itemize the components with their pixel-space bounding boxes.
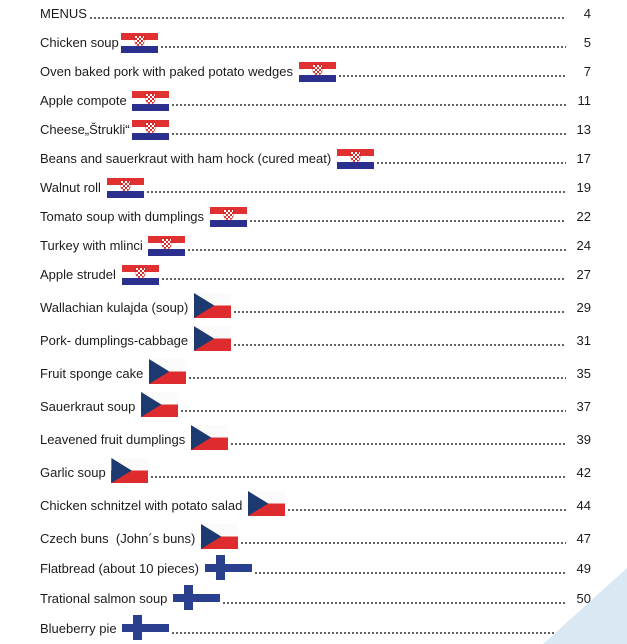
- toc-entry-label: Cheese„Štrukli“: [40, 122, 130, 137]
- dot-leader: [162, 278, 567, 280]
- dot-leader: [172, 632, 566, 634]
- toc-entry-page-number: 49: [576, 561, 591, 576]
- croatia-flag-icon: [107, 179, 144, 196]
- dot-leader: [223, 602, 566, 604]
- croatia-flag-icon: [121, 34, 158, 51]
- toc-entry-label: Leavened fruit dumplings: [40, 432, 189, 447]
- toc-entry[interactable]: [40, 92, 591, 109]
- toc-entry-page-number: 47: [576, 531, 591, 546]
- toc-entry[interactable]: [40, 179, 591, 196]
- toc-entry[interactable]: [40, 34, 591, 51]
- toc-entry-label: Beans and sauerkraut with ham hock (cured meat): [40, 151, 335, 166]
- toc-entry-label: Oven baked pork with paked potato wedges: [40, 64, 297, 79]
- toc-entry-page-number: 35: [576, 366, 591, 381]
- czechia-flag-icon: [111, 464, 148, 481]
- czechia-flag-icon: [191, 431, 228, 448]
- toc-entry-page-number: 4: [583, 6, 591, 21]
- toc-entry-page-number: 17: [576, 151, 591, 166]
- toc-entry[interactable]: [40, 365, 591, 382]
- toc-entry-page-number: 29: [576, 300, 591, 315]
- dot-leader: [189, 377, 566, 379]
- finland-flag-icon: [122, 620, 169, 637]
- toc-entry-page-number: 11: [577, 93, 591, 108]
- toc-entry[interactable]: [40, 237, 591, 254]
- dot-leader: [172, 104, 566, 106]
- toc-entry[interactable]: [40, 299, 591, 316]
- toc-entry[interactable]: [40, 121, 591, 138]
- toc-entry[interactable]: [40, 398, 591, 415]
- toc-entry-page-number: 39: [576, 432, 591, 447]
- toc-entry-page-number: 42: [576, 465, 591, 480]
- czechia-flag-icon: [141, 398, 178, 415]
- dot-leader: [234, 311, 566, 313]
- dot-leader: [90, 17, 566, 19]
- finland-flag-icon: [205, 560, 252, 577]
- toc-entry[interactable]: [40, 5, 591, 22]
- toc-entry-page-number: 27: [576, 267, 591, 282]
- toc-entry-label: Apple compote: [40, 93, 131, 108]
- croatia-flag-icon: [210, 208, 247, 225]
- toc-entry-page-number: 7: [583, 64, 591, 79]
- toc-entry-label: Pork- dumplings-cabbage: [40, 333, 192, 348]
- dot-leader: [288, 509, 566, 511]
- toc-entry[interactable]: [40, 208, 591, 225]
- dot-leader: [188, 249, 566, 251]
- dot-leader: [339, 75, 566, 77]
- croatia-flag-icon: [132, 92, 169, 109]
- czechia-flag-icon: [194, 299, 231, 316]
- dot-leader: [250, 220, 566, 222]
- toc-entry-page-number: 50: [576, 591, 591, 606]
- toc-entry-label: Wallachian kulajda (soup): [40, 300, 192, 315]
- croatia-flag-icon: [122, 266, 159, 283]
- toc-entry-label: Turkey with mlinci: [40, 238, 147, 253]
- toc-entry-page-number: 37: [576, 399, 591, 414]
- dot-leader: [147, 191, 566, 193]
- toc-entry-label: Czech buns (John´s buns): [40, 531, 199, 546]
- dot-leader: [231, 443, 566, 445]
- toc-entry[interactable]: [40, 63, 591, 80]
- toc-entry-label: Garlic soup: [40, 465, 110, 480]
- dot-leader: [161, 46, 566, 48]
- toc-entry-page-number: 5: [583, 35, 591, 50]
- toc-entry-label: Chicken schnitzel with potato salad: [40, 498, 246, 513]
- toc-entry[interactable]: [40, 560, 591, 577]
- croatia-flag-icon: [337, 150, 374, 167]
- dot-leader: [255, 572, 566, 574]
- dot-leader: [241, 542, 566, 544]
- toc-entry[interactable]: [40, 150, 591, 167]
- toc-entry-label: Walnut roll: [40, 180, 105, 195]
- dot-leader: [181, 410, 566, 412]
- toc-entry-page-number: 31: [576, 333, 591, 348]
- czechia-flag-icon: [194, 332, 231, 349]
- toc-entry-label: Apple strudel: [40, 267, 120, 282]
- dot-leader: [151, 476, 566, 478]
- toc-entry[interactable]: [40, 530, 591, 547]
- croatia-flag-icon: [148, 237, 185, 254]
- czechia-flag-icon: [149, 365, 186, 382]
- czechia-flag-icon: [201, 530, 238, 547]
- dot-leader: [234, 344, 566, 346]
- toc-entry-label: Chicken soup: [40, 35, 119, 50]
- toc-entry-page-number: 22: [576, 209, 591, 224]
- toc-entry-label: Flatbread (about 10 pieces): [40, 561, 203, 576]
- toc-entry[interactable]: [40, 332, 591, 349]
- toc-entry-page-number: 24: [576, 238, 591, 253]
- toc-entry[interactable]: [40, 590, 591, 607]
- toc-entry[interactable]: [40, 266, 591, 283]
- toc-entry-label: MENUS: [40, 6, 87, 21]
- toc-entry-page-number: 44: [576, 498, 591, 513]
- toc-entry-label: Trational salmon soup: [40, 591, 172, 606]
- toc-entry[interactable]: [40, 431, 591, 448]
- toc-entry-page-number: 19: [576, 180, 591, 195]
- toc-entry-label: Fruit sponge cake: [40, 366, 147, 381]
- finland-flag-icon: [173, 590, 220, 607]
- dot-leader: [377, 162, 566, 164]
- toc-entry[interactable]: [40, 620, 591, 637]
- toc-entry-label: Blueberry pie: [40, 621, 121, 636]
- toc-entry-page-number: 13: [576, 122, 591, 137]
- toc-entry-label: Sauerkraut soup: [40, 399, 140, 414]
- croatia-flag-icon: [299, 63, 336, 80]
- croatia-flag-icon: [132, 121, 169, 138]
- dot-leader: [172, 133, 566, 135]
- toc-entry[interactable]: [40, 464, 591, 481]
- toc-entry-label: Tomato soup with dumplings: [40, 209, 208, 224]
- toc-entry[interactable]: [40, 497, 591, 514]
- czechia-flag-icon: [248, 497, 285, 514]
